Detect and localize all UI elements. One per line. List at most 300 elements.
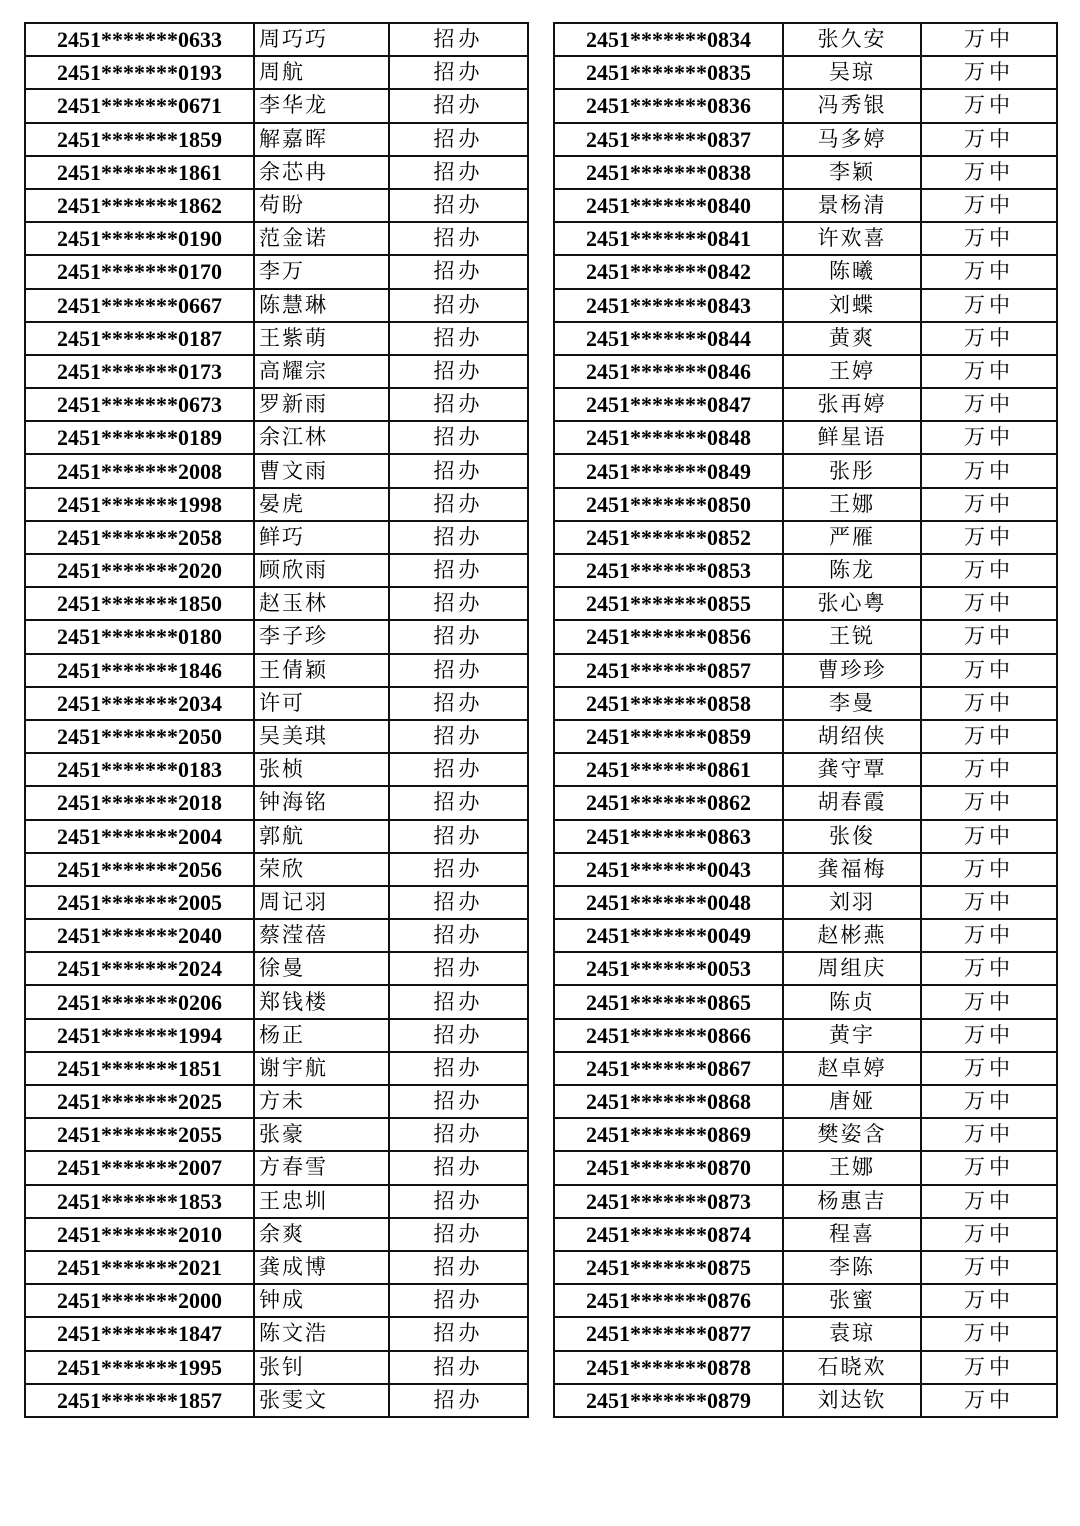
id-cell: 2451*******0837: [554, 123, 783, 156]
table-row: [25, 388, 528, 421]
table-row: [25, 886, 528, 919]
name-cell: 王娜: [783, 1151, 921, 1184]
table-row: [554, 654, 1057, 687]
id-cell: 2451*******0870: [554, 1151, 783, 1184]
table-row: [25, 786, 528, 819]
id-cell: 2451*******0877: [554, 1317, 783, 1350]
id-cell: 2451*******0847: [554, 388, 783, 421]
table-row: [554, 454, 1057, 487]
id-cell: 2451*******0189: [25, 421, 254, 454]
unit-cell: 招办: [389, 1384, 528, 1417]
id-cell: 2451*******0053: [554, 952, 783, 985]
table-row: [554, 1251, 1057, 1284]
name-cell: 陈贞: [783, 985, 921, 1018]
id-cell: 2451*******0852: [554, 521, 783, 554]
id-cell: 2451*******0834: [554, 23, 783, 56]
name-cell: 赵卓婷: [783, 1052, 921, 1085]
id-cell: 2451*******0206: [25, 985, 254, 1018]
name-cell: 张桢: [254, 753, 389, 786]
id-cell: 2451*******0855: [554, 587, 783, 620]
id-cell: 2451*******1995: [25, 1351, 254, 1384]
table-row: [25, 687, 528, 720]
id-cell: 2451*******0844: [554, 322, 783, 355]
name-cell: 钟成: [254, 1284, 389, 1317]
unit-cell: 招办: [389, 1019, 528, 1052]
name-cell: 钟海铭: [254, 786, 389, 819]
unit-cell: 招办: [389, 1052, 528, 1085]
table-row: [25, 1351, 528, 1384]
name-cell: 解嘉晖: [254, 123, 389, 156]
unit-cell: 招办: [389, 587, 528, 620]
table-row: [554, 1118, 1057, 1151]
unit-cell: 万中: [921, 1052, 1057, 1085]
table-row: [25, 222, 528, 255]
id-cell: 2451*******1994: [25, 1019, 254, 1052]
unit-cell: 招办: [389, 620, 528, 653]
id-cell: 2451*******0049: [554, 919, 783, 952]
table-row: [554, 1085, 1057, 1118]
name-cell: 李子珍: [254, 620, 389, 653]
unit-cell: 万中: [921, 720, 1057, 753]
name-cell: 张豪: [254, 1118, 389, 1151]
id-cell: 2451*******0840: [554, 189, 783, 222]
unit-cell: 招办: [389, 786, 528, 819]
table-row: [554, 786, 1057, 819]
name-cell: 李曼: [783, 687, 921, 720]
name-cell: 高耀宗: [254, 355, 389, 388]
id-cell: 2451*******2034: [25, 687, 254, 720]
unit-cell: 招办: [389, 720, 528, 753]
unit-cell: 万中: [921, 654, 1057, 687]
id-cell: 2451*******0838: [554, 156, 783, 189]
unit-cell: 招办: [389, 1351, 528, 1384]
table-row: [554, 521, 1057, 554]
table-row: [25, 322, 528, 355]
table-row: [554, 1218, 1057, 1251]
id-cell: 2451*******1853: [25, 1185, 254, 1218]
id-cell: 2451*******0841: [554, 222, 783, 255]
unit-cell: 万中: [921, 1351, 1057, 1384]
id-cell: 2451*******2010: [25, 1218, 254, 1251]
unit-cell: 招办: [389, 654, 528, 687]
id-cell: 2451*******2004: [25, 820, 254, 853]
unit-cell: 招办: [389, 753, 528, 786]
table-row: [25, 355, 528, 388]
id-cell: 2451*******0846: [554, 355, 783, 388]
id-cell: 2451*******1851: [25, 1052, 254, 1085]
unit-cell: 万中: [921, 1317, 1057, 1350]
id-cell: 2451*******1998: [25, 488, 254, 521]
name-cell: 张彤: [783, 454, 921, 487]
id-cell: 2451*******2056: [25, 853, 254, 886]
id-cell: 2451*******0835: [554, 56, 783, 89]
name-cell: 陈曦: [783, 255, 921, 288]
table-row: [25, 1384, 528, 1417]
unit-cell: 招办: [389, 820, 528, 853]
name-cell: 张久安: [783, 23, 921, 56]
unit-cell: 招办: [389, 322, 528, 355]
table-row: [554, 554, 1057, 587]
table-row: [25, 1085, 528, 1118]
id-cell: 2451*******0866: [554, 1019, 783, 1052]
table-row: [554, 1384, 1057, 1417]
unit-cell: 万中: [921, 23, 1057, 56]
name-cell: 杨正: [254, 1019, 389, 1052]
table-row: [25, 919, 528, 952]
name-cell: 鲜星语: [783, 421, 921, 454]
table-row: [25, 56, 528, 89]
table-row: [554, 156, 1057, 189]
table-row: [25, 289, 528, 322]
table-row: [25, 255, 528, 288]
id-cell: 2451*******1861: [25, 156, 254, 189]
name-cell: 吴美琪: [254, 720, 389, 753]
id-cell: 2451*******0633: [25, 23, 254, 56]
name-cell: 王忠圳: [254, 1185, 389, 1218]
name-cell: 胡绍侠: [783, 720, 921, 753]
unit-cell: 万中: [921, 454, 1057, 487]
unit-cell: 招办: [389, 1218, 528, 1251]
table-row: [554, 1052, 1057, 1085]
right-table-body: [554, 23, 1057, 1417]
table-row: [25, 1019, 528, 1052]
name-cell: 刘蝶: [783, 289, 921, 322]
name-cell: 周组庆: [783, 952, 921, 985]
unit-cell: 万中: [921, 1085, 1057, 1118]
name-cell: 周航: [254, 56, 389, 89]
name-cell: 顾欣雨: [254, 554, 389, 587]
table-row: [554, 985, 1057, 1018]
unit-cell: 万中: [921, 56, 1057, 89]
name-cell: 曹珍珍: [783, 654, 921, 687]
id-cell: 2451*******0667: [25, 289, 254, 322]
id-cell: 2451*******2058: [25, 521, 254, 554]
unit-cell: 万中: [921, 587, 1057, 620]
unit-cell: 万中: [921, 355, 1057, 388]
id-cell: 2451*******1847: [25, 1317, 254, 1350]
table-row: [25, 521, 528, 554]
unit-cell: 招办: [389, 1284, 528, 1317]
table-row: [554, 720, 1057, 753]
unit-cell: 万中: [921, 753, 1057, 786]
name-cell: 晏虎: [254, 488, 389, 521]
name-cell: 周巧巧: [254, 23, 389, 56]
unit-cell: 万中: [921, 156, 1057, 189]
unit-cell: 万中: [921, 554, 1057, 587]
name-cell: 李万: [254, 255, 389, 288]
id-cell: 2451*******0842: [554, 255, 783, 288]
unit-cell: 万中: [921, 1284, 1057, 1317]
unit-cell: 招办: [389, 1118, 528, 1151]
name-cell: 周记羽: [254, 886, 389, 919]
name-cell: 郭航: [254, 820, 389, 853]
unit-cell: 招办: [389, 853, 528, 886]
table-row: [554, 820, 1057, 853]
unit-cell: 招办: [389, 123, 528, 156]
id-cell: 2451*******0671: [25, 89, 254, 122]
table-row: [554, 853, 1057, 886]
name-cell: 李颖: [783, 156, 921, 189]
name-cell: 龚守覃: [783, 753, 921, 786]
unit-cell: 万中: [921, 289, 1057, 322]
table-row: [554, 189, 1057, 222]
name-cell: 袁琼: [783, 1317, 921, 1350]
id-cell: 2451*******0853: [554, 554, 783, 587]
name-cell: 张雯文: [254, 1384, 389, 1417]
name-cell: 马多婷: [783, 123, 921, 156]
id-cell: 2451*******0170: [25, 255, 254, 288]
id-cell: 2451*******0869: [554, 1118, 783, 1151]
unit-cell: 招办: [389, 23, 528, 56]
table-row: [25, 156, 528, 189]
unit-cell: 万中: [921, 1019, 1057, 1052]
name-cell: 王倩颖: [254, 654, 389, 687]
unit-cell: 万中: [921, 222, 1057, 255]
unit-cell: 招办: [389, 289, 528, 322]
id-cell: 2451*******1850: [25, 587, 254, 620]
unit-cell: 万中: [921, 1151, 1057, 1184]
name-cell: 郑钱楼: [254, 985, 389, 1018]
table-row: [25, 952, 528, 985]
unit-cell: 万中: [921, 786, 1057, 819]
table-row: [25, 985, 528, 1018]
table-row: [554, 89, 1057, 122]
unit-cell: 招办: [389, 1317, 528, 1350]
unit-cell: 招办: [389, 1185, 528, 1218]
id-cell: 2451*******1846: [25, 654, 254, 687]
name-cell: 张俊: [783, 820, 921, 853]
table-row: [554, 1317, 1057, 1350]
table-row: [25, 454, 528, 487]
name-cell: 樊姿含: [783, 1118, 921, 1151]
table-row: [25, 1118, 528, 1151]
table-row: [25, 89, 528, 122]
unit-cell: 万中: [921, 919, 1057, 952]
name-cell: 张蜜: [783, 1284, 921, 1317]
unit-cell: 招办: [389, 421, 528, 454]
unit-cell: 万中: [921, 820, 1057, 853]
table-row: [554, 753, 1057, 786]
table-row: [554, 355, 1057, 388]
unit-cell: 招办: [389, 985, 528, 1018]
table-row: [25, 1052, 528, 1085]
name-cell: 王婷: [783, 355, 921, 388]
table-row: [554, 23, 1057, 56]
id-cell: 2451*******0865: [554, 985, 783, 1018]
table-row: [554, 289, 1057, 322]
unit-cell: 招办: [389, 56, 528, 89]
table-row: [25, 1218, 528, 1251]
id-cell: 2451*******0858: [554, 687, 783, 720]
unit-cell: 招办: [389, 919, 528, 952]
name-cell: 石晓欢: [783, 1351, 921, 1384]
table-row: [25, 853, 528, 886]
unit-cell: 招办: [389, 687, 528, 720]
unit-cell: 万中: [921, 985, 1057, 1018]
table-row: [554, 687, 1057, 720]
name-cell: 景杨清: [783, 189, 921, 222]
unit-cell: 万中: [921, 521, 1057, 554]
unit-cell: 万中: [921, 1218, 1057, 1251]
table-row: [25, 189, 528, 222]
name-cell: 吴琼: [783, 56, 921, 89]
id-cell: 2451*******0043: [554, 853, 783, 886]
id-cell: 2451*******2021: [25, 1251, 254, 1284]
table-row: [25, 720, 528, 753]
id-cell: 2451*******0879: [554, 1384, 783, 1417]
id-cell: 2451*******2020: [25, 554, 254, 587]
id-cell: 2451*******0048: [554, 886, 783, 919]
id-cell: 2451*******0848: [554, 421, 783, 454]
unit-cell: 招办: [389, 488, 528, 521]
unit-cell: 招办: [389, 189, 528, 222]
id-cell: 2451*******0868: [554, 1085, 783, 1118]
unit-cell: 万中: [921, 687, 1057, 720]
table-row: [554, 222, 1057, 255]
unit-cell: 万中: [921, 1251, 1057, 1284]
name-cell: 王锐: [783, 620, 921, 653]
unit-cell: 招办: [389, 886, 528, 919]
left-table: [24, 22, 529, 1418]
name-cell: 许欢喜: [783, 222, 921, 255]
id-cell: 2451*******2005: [25, 886, 254, 919]
unit-cell: 万中: [921, 1384, 1057, 1417]
id-cell: 2451*******0187: [25, 322, 254, 355]
id-cell: 2451*******0843: [554, 289, 783, 322]
table-row: [554, 488, 1057, 521]
table-row: [25, 554, 528, 587]
name-cell: 李华龙: [254, 89, 389, 122]
name-cell: 龚福梅: [783, 853, 921, 886]
id-cell: 2451*******0856: [554, 620, 783, 653]
table-row: [554, 1019, 1057, 1052]
name-cell: 余江林: [254, 421, 389, 454]
table-row: [554, 919, 1057, 952]
id-cell: 2451*******0180: [25, 620, 254, 653]
id-cell: 2451*******2008: [25, 454, 254, 487]
table-row: [25, 23, 528, 56]
name-cell: 黄宇: [783, 1019, 921, 1052]
id-cell: 2451*******2024: [25, 952, 254, 985]
id-cell: 2451*******0867: [554, 1052, 783, 1085]
name-cell: 鲜巧: [254, 521, 389, 554]
name-cell: 曹文雨: [254, 454, 389, 487]
name-cell: 谢宇航: [254, 1052, 389, 1085]
table-row: [25, 1251, 528, 1284]
name-cell: 蔡滢蓓: [254, 919, 389, 952]
left-table-body: [25, 23, 528, 1417]
name-cell: 王娜: [783, 488, 921, 521]
table-row: [25, 587, 528, 620]
id-cell: 2451*******0183: [25, 753, 254, 786]
unit-cell: 万中: [921, 255, 1057, 288]
unit-cell: 招办: [389, 1251, 528, 1284]
table-row: [554, 1284, 1057, 1317]
id-cell: 2451*******0862: [554, 786, 783, 819]
name-cell: 苟盼: [254, 189, 389, 222]
right-table: [553, 22, 1058, 1418]
unit-cell: 招办: [389, 355, 528, 388]
unit-cell: 招办: [389, 222, 528, 255]
id-cell: 2451*******0193: [25, 56, 254, 89]
table-row: [554, 952, 1057, 985]
name-cell: 范金诺: [254, 222, 389, 255]
id-cell: 2451*******0850: [554, 488, 783, 521]
id-cell: 2451*******0857: [554, 654, 783, 687]
id-cell: 2451*******2040: [25, 919, 254, 952]
unit-cell: 万中: [921, 388, 1057, 421]
name-cell: 严雁: [783, 521, 921, 554]
id-cell: 2451*******2018: [25, 786, 254, 819]
table-row: [25, 421, 528, 454]
id-cell: 2451*******0861: [554, 753, 783, 786]
table-row: [554, 1351, 1057, 1384]
name-cell: 王紫萌: [254, 322, 389, 355]
unit-cell: 万中: [921, 421, 1057, 454]
id-cell: 2451*******0875: [554, 1251, 783, 1284]
unit-cell: 万中: [921, 189, 1057, 222]
unit-cell: 万中: [921, 322, 1057, 355]
name-cell: 冯秀银: [783, 89, 921, 122]
table-row: [554, 886, 1057, 919]
id-cell: 2451*******0836: [554, 89, 783, 122]
table-row: [554, 388, 1057, 421]
name-cell: 荣欣: [254, 853, 389, 886]
name-cell: 余爽: [254, 1218, 389, 1251]
table-row: [25, 820, 528, 853]
id-cell: 2451*******0876: [554, 1284, 783, 1317]
id-cell: 2451*******1857: [25, 1384, 254, 1417]
id-cell: 2451*******1859: [25, 123, 254, 156]
unit-cell: 万中: [921, 1118, 1057, 1151]
id-cell: 2451*******2007: [25, 1151, 254, 1184]
unit-cell: 招办: [389, 952, 528, 985]
unit-cell: 万中: [921, 853, 1057, 886]
unit-cell: 万中: [921, 123, 1057, 156]
id-cell: 2451*******2025: [25, 1085, 254, 1118]
unit-cell: 万中: [921, 1185, 1057, 1218]
id-cell: 2451*******0878: [554, 1351, 783, 1384]
table-row: [25, 1185, 528, 1218]
name-cell: 罗新雨: [254, 388, 389, 421]
unit-cell: 万中: [921, 89, 1057, 122]
unit-cell: 招办: [389, 156, 528, 189]
id-cell: 2451*******0673: [25, 388, 254, 421]
name-cell: 方未: [254, 1085, 389, 1118]
name-cell: 张钊: [254, 1351, 389, 1384]
id-cell: 2451*******2000: [25, 1284, 254, 1317]
unit-cell: 万中: [921, 488, 1057, 521]
name-cell: 张心粤: [783, 587, 921, 620]
id-cell: 2451*******0874: [554, 1218, 783, 1251]
id-cell: 2451*******0849: [554, 454, 783, 487]
name-cell: 方春雪: [254, 1151, 389, 1184]
name-cell: 余芯冉: [254, 156, 389, 189]
table-row: [554, 421, 1057, 454]
table-row: [25, 620, 528, 653]
id-cell: 2451*******0863: [554, 820, 783, 853]
unit-cell: 招办: [389, 554, 528, 587]
name-cell: 陈龙: [783, 554, 921, 587]
table-row: [554, 255, 1057, 288]
unit-cell: 招办: [389, 1151, 528, 1184]
id-cell: 2451*******2055: [25, 1118, 254, 1151]
table-row: [25, 488, 528, 521]
table-row: [25, 753, 528, 786]
name-cell: 刘羽: [783, 886, 921, 919]
unit-cell: 招办: [389, 388, 528, 421]
table-row: [25, 654, 528, 687]
